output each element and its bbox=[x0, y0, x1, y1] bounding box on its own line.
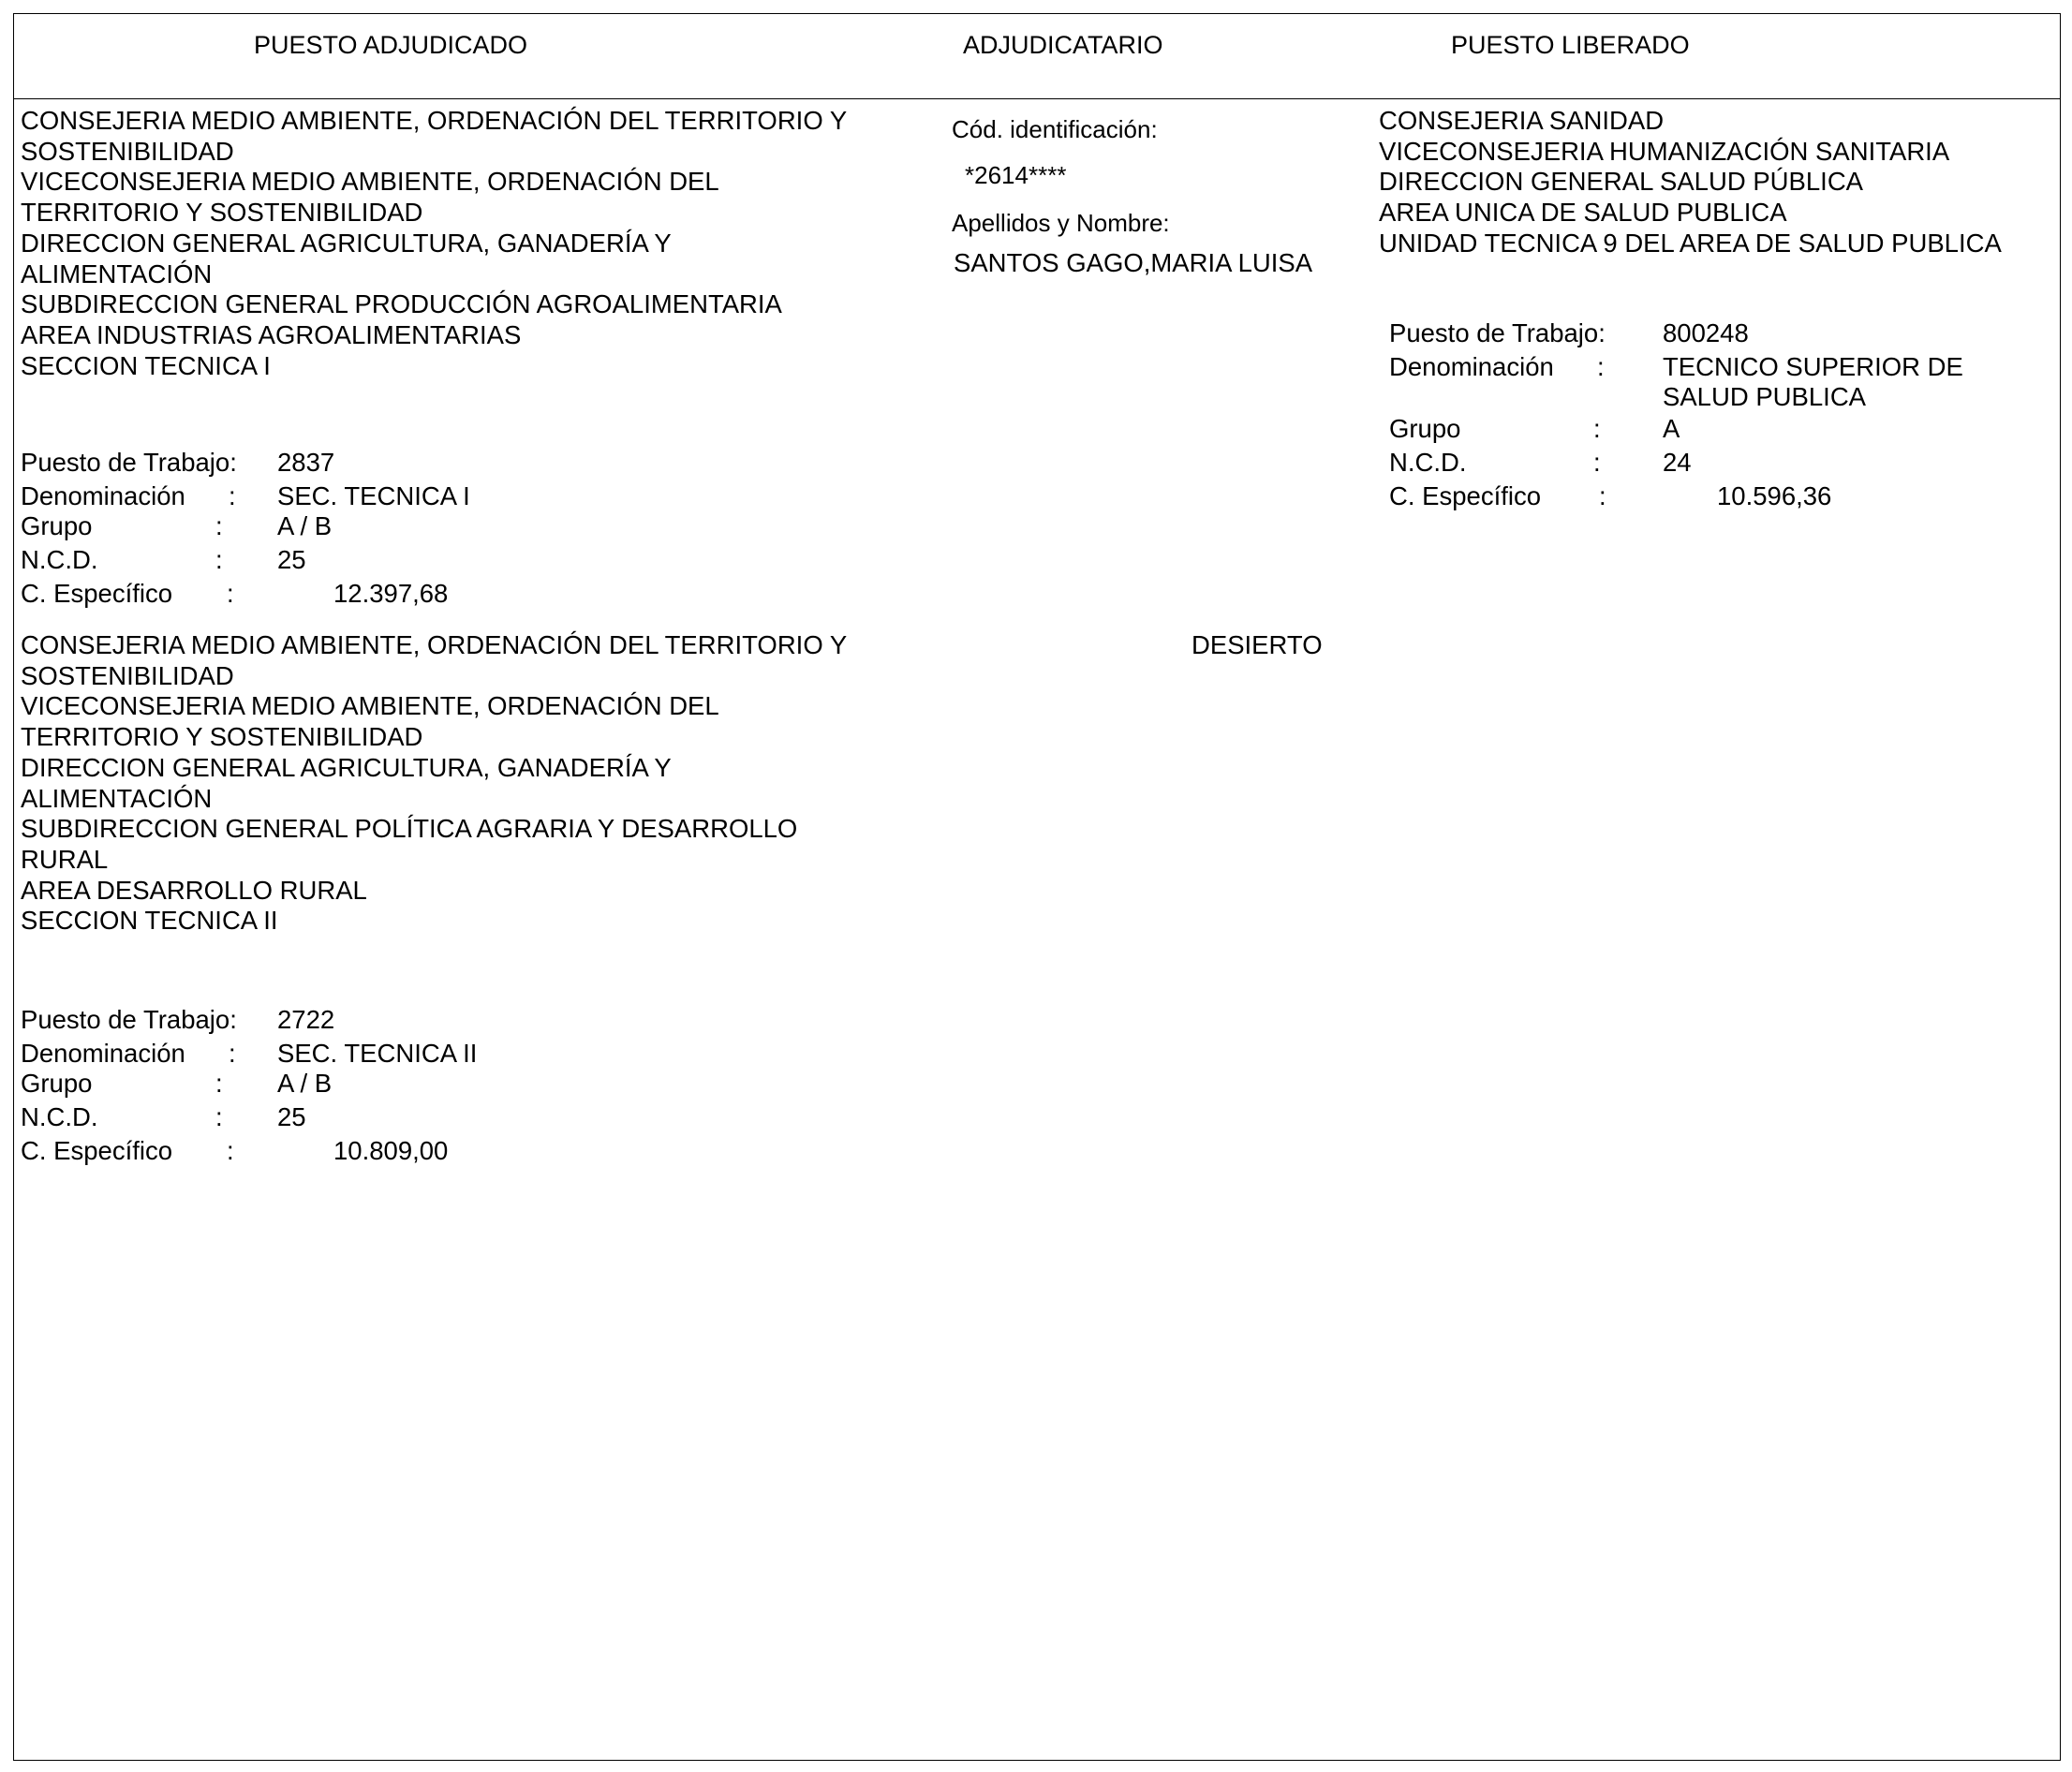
org-line: CONSEJERIA MEDIO AMBIENTE, ORDENACIÓN DEL TERRITORIO Y bbox=[21, 630, 848, 659]
org-line: SOSTENIBILIDAD bbox=[21, 660, 234, 690]
puesto-trabajo-value: 2837 bbox=[277, 448, 335, 477]
org-line: VICECONSEJERIA MEDIO AMBIENTE, ORDENACIÓN DEL bbox=[21, 167, 719, 197]
org-line: CONSEJERIA SANIDAD bbox=[1379, 106, 1665, 135]
ncd-value: 25 bbox=[277, 545, 306, 574]
puesto-trabajo-value: 2722 bbox=[277, 1005, 335, 1034]
org-line: UNIDAD TECNICA 9 DEL AREA DE SALUD PUBLICA bbox=[1379, 228, 2002, 258]
grupo-value: A bbox=[1663, 414, 1680, 443]
header-divider bbox=[13, 98, 2061, 99]
ncd-label: N.C.D. bbox=[1389, 448, 1467, 477]
ncd-label: N.C.D. bbox=[21, 1102, 98, 1131]
org-line: VICECONSEJERIA HUMANIZACIÓN SANITARIA bbox=[1379, 136, 1950, 166]
denominacion-label: Denominación bbox=[21, 1039, 185, 1068]
org-line: SECCION TECNICA II bbox=[21, 906, 278, 936]
separator-colon: : bbox=[229, 1039, 236, 1068]
ncd-value: 25 bbox=[277, 1102, 306, 1131]
grupo-value: A / B bbox=[277, 511, 333, 540]
org-line: ALIMENTACIÓN bbox=[21, 258, 213, 288]
puesto-trabajo-label: Puesto de Trabajo: bbox=[1389, 318, 1606, 347]
org-line: SOSTENIBILIDAD bbox=[21, 136, 234, 166]
org-line: DIRECCION GENERAL AGRICULTURA, GANADERÍA Y bbox=[21, 228, 672, 258]
grupo-value: A / B bbox=[277, 1069, 333, 1098]
row1-liberado-organization bbox=[1379, 106, 2002, 259]
org-line: TERRITORIO Y SOSTENIBILIDAD bbox=[21, 198, 423, 228]
org-line: DIRECCION GENERAL SALUD PÚBLICA bbox=[1379, 167, 1864, 197]
separator-colon: : bbox=[215, 545, 223, 574]
denominacion-value: SALUD PUBLICA bbox=[1663, 382, 1867, 411]
cod-identificacion-value: *2614**** bbox=[965, 161, 1067, 189]
header-adjudicatario: ADJUDICATARIO bbox=[963, 31, 1163, 59]
org-line: AREA UNICA DE SALUD PUBLICA bbox=[1379, 198, 1787, 228]
separator-colon: : bbox=[229, 481, 236, 510]
especifico-value: 12.397,68 bbox=[333, 579, 449, 608]
denominacion-label: Denominación bbox=[21, 481, 185, 510]
org-line: RURAL bbox=[21, 844, 109, 874]
org-line: AREA DESARROLLO RURAL bbox=[21, 875, 367, 905]
ncd-label: N.C.D. bbox=[21, 545, 98, 574]
especifico-value: 10.809,00 bbox=[333, 1136, 449, 1165]
grupo-label: Grupo bbox=[21, 511, 93, 540]
org-line: AREA INDUSTRIAS AGROALIMENTARIAS bbox=[21, 319, 522, 349]
row2-adjudicado-organization bbox=[21, 630, 847, 937]
header-puesto-liberado: PUESTO LIBERADO bbox=[1451, 31, 1690, 59]
denominacion-label: Denominación bbox=[1389, 352, 1554, 381]
org-line: CONSEJERIA MEDIO AMBIENTE, ORDENACIÓN DEL TERRITORIO Y bbox=[21, 106, 848, 135]
especifico-value: 10.596,36 bbox=[1717, 481, 1832, 510]
separator-colon: : bbox=[227, 579, 234, 608]
org-line: SUBDIRECCION GENERAL POLÍTICA AGRARIA Y DESARROLLO bbox=[21, 814, 798, 844]
puesto-trabajo-label: Puesto de Trabajo: bbox=[21, 448, 237, 477]
row2-adjudicatario-status: DESIERTO bbox=[1191, 630, 1323, 659]
org-line: VICECONSEJERIA MEDIO AMBIENTE, ORDENACIÓN DEL bbox=[21, 691, 719, 721]
denominacion-value: SEC. TECNICA II bbox=[277, 1039, 478, 1068]
separator-colon: : bbox=[215, 511, 223, 540]
separator-colon: : bbox=[215, 1069, 223, 1098]
puesto-trabajo-value: 800248 bbox=[1663, 318, 1749, 347]
separator-colon: : bbox=[1599, 481, 1606, 510]
especifico-label: C. Específico bbox=[1389, 481, 1542, 510]
ncd-value: 24 bbox=[1663, 448, 1692, 477]
separator-colon: : bbox=[1593, 448, 1601, 477]
org-line: ALIMENTACIÓN bbox=[21, 783, 213, 813]
puesto-trabajo-label: Puesto de Trabajo: bbox=[21, 1005, 237, 1034]
separator-colon: : bbox=[1597, 352, 1605, 381]
org-line: TERRITORIO Y SOSTENIBILIDAD bbox=[21, 722, 423, 752]
especifico-label: C. Específico bbox=[21, 579, 173, 608]
separator-colon: : bbox=[227, 1136, 234, 1165]
grupo-label: Grupo bbox=[1389, 414, 1461, 443]
cod-identificacion-label: Cód. identificación: bbox=[952, 115, 1158, 143]
org-line: SECCION TECNICA I bbox=[21, 350, 271, 380]
especifico-label: C. Específico bbox=[21, 1136, 173, 1165]
apellidos-nombre-value: SANTOS GAGO,MARIA LUISA bbox=[954, 248, 1313, 277]
org-line: DIRECCION GENERAL AGRICULTURA, GANADERÍA Y bbox=[21, 752, 672, 782]
header-puesto-adjudicado: PUESTO ADJUDICADO bbox=[254, 31, 528, 59]
separator-colon: : bbox=[215, 1102, 223, 1131]
grupo-label: Grupo bbox=[21, 1069, 93, 1098]
org-line: SUBDIRECCION GENERAL PRODUCCIÓN AGROALIMENTARIA bbox=[21, 289, 782, 319]
separator-colon: : bbox=[1593, 414, 1601, 443]
row1-adjudicado-organization bbox=[21, 106, 847, 381]
denominacion-value: TECNICO SUPERIOR DE bbox=[1663, 352, 1963, 381]
denominacion-value: SEC. TECNICA I bbox=[277, 481, 470, 510]
apellidos-nombre-label: Apellidos y Nombre: bbox=[952, 209, 1170, 237]
